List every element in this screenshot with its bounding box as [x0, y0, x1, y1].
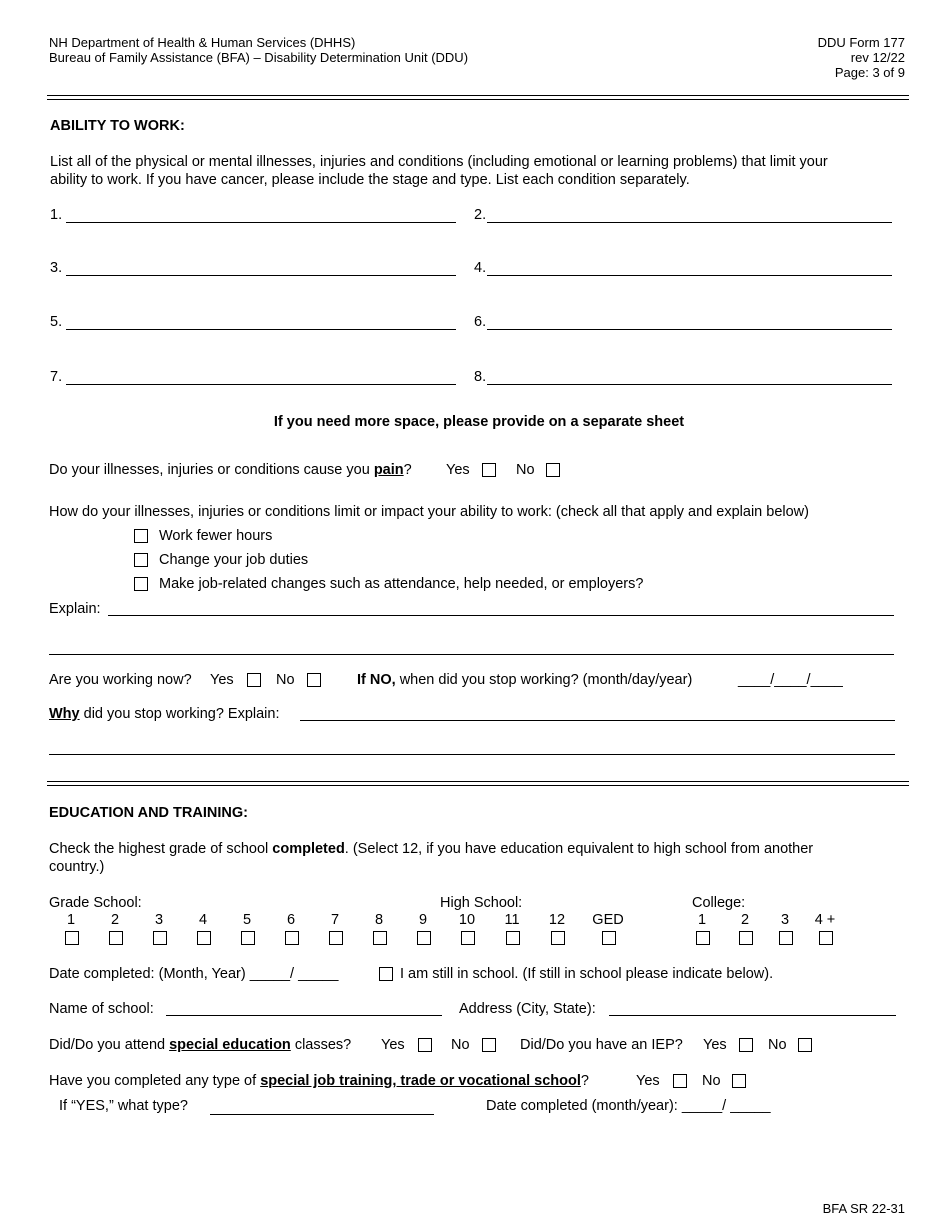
- special-ed-yes-label: Yes: [381, 1037, 405, 1053]
- explain-label: Explain:: [49, 601, 101, 617]
- form-revision: rev 12/22: [850, 50, 905, 65]
- iep-question: Did/Do you have an IEP?: [520, 1037, 683, 1053]
- grade-11-label: 11: [504, 912, 520, 928]
- iep-no-checkbox[interactable]: [798, 1038, 812, 1052]
- grade-instructions-line2: country.): [49, 859, 105, 875]
- training-date-completed-field[interactable]: Date completed (month/year): _____/ _____: [486, 1098, 771, 1114]
- grade-10-label: 10: [458, 912, 476, 928]
- working-yes-label: Yes: [210, 672, 234, 688]
- name-of-school-label: Name of school:: [49, 1001, 154, 1017]
- work-fewer-hours-checkbox[interactable]: [134, 529, 148, 543]
- condition-number-label: 3.: [50, 260, 63, 276]
- working-yes-checkbox[interactable]: [247, 673, 261, 687]
- pain-yes-checkbox[interactable]: [482, 463, 496, 477]
- grade-12-checkbox[interactable]: [551, 931, 565, 945]
- section-title-education: EDUCATION AND TRAINING:: [49, 805, 248, 821]
- grade-4-checkbox[interactable]: [197, 931, 211, 945]
- pain-no-label: No: [516, 462, 535, 478]
- grade-4-label: 4: [198, 912, 208, 928]
- condition-input-3[interactable]: [66, 275, 456, 276]
- college-year-2-checkbox[interactable]: [739, 931, 753, 945]
- school-address-input[interactable]: [609, 1015, 896, 1016]
- job-related-changes-checkbox[interactable]: [134, 577, 148, 591]
- grade-ged-label: GED: [592, 912, 624, 928]
- ability-intro-line1: List all of the physical or mental illnesses, injuries and conditions (including emotional or learning problems) that limit your: [50, 154, 828, 170]
- date-completed-field[interactable]: Date completed: (Month, Year) _____/ _____: [49, 966, 339, 982]
- condition-input-8[interactable]: [487, 384, 892, 385]
- school-address-label: Address (City, State):: [459, 1001, 596, 1017]
- change-job-duties-label: Change your job duties: [159, 552, 309, 568]
- special-ed-no-label: No: [451, 1037, 470, 1053]
- still-in-school-label: I am still in school. (If still in school please indicate below).: [400, 966, 774, 982]
- job-training-question: Have you completed any type of special job training, trade or vocational school?: [49, 1073, 589, 1089]
- condition-number-label: 2.: [474, 207, 487, 223]
- condition-input-2[interactable]: [487, 222, 892, 223]
- working-no-checkbox[interactable]: [307, 673, 321, 687]
- grade-6-checkbox[interactable]: [285, 931, 299, 945]
- change-job-duties-checkbox[interactable]: [134, 553, 148, 567]
- limit-question: How do your illnesses, injuries or conditions limit or impact your ability to work: (check all that apply and explain below): [49, 504, 809, 520]
- special-ed-yes-checkbox[interactable]: [418, 1038, 432, 1052]
- college-year-3-checkbox[interactable]: [779, 931, 793, 945]
- college-year-4-checkbox[interactable]: [819, 931, 833, 945]
- job-training-no-checkbox[interactable]: [732, 1074, 746, 1088]
- iep-yes-label: Yes: [703, 1037, 727, 1053]
- job-related-changes-label: Make job-related changes such as attendance, help needed, or employers?: [159, 576, 644, 592]
- grade-1-checkbox[interactable]: [65, 931, 79, 945]
- section-title-ability: ABILITY TO WORK:: [50, 118, 185, 134]
- grade-5-checkbox[interactable]: [241, 931, 255, 945]
- work-fewer-hours-label: Work fewer hours: [159, 528, 273, 544]
- condition-number-label: 1.: [50, 207, 63, 223]
- explain-input-line1[interactable]: [108, 615, 894, 616]
- grade-10-checkbox[interactable]: [461, 931, 475, 945]
- iep-no-label: No: [768, 1037, 787, 1053]
- grade-9-checkbox[interactable]: [417, 931, 431, 945]
- grade-3-checkbox[interactable]: [153, 931, 167, 945]
- grade-school-label: Grade School:: [49, 895, 142, 911]
- pain-yes-label: Yes: [446, 462, 470, 478]
- more-space-note: If you need more space, please provide on a separate sheet: [273, 414, 685, 430]
- grade-11-checkbox[interactable]: [506, 931, 520, 945]
- iep-yes-checkbox[interactable]: [739, 1038, 753, 1052]
- grade-1-label: 1: [66, 912, 76, 928]
- condition-input-1[interactable]: [66, 222, 456, 223]
- name-of-school-input[interactable]: [166, 1015, 442, 1016]
- grade-9-label: 9: [418, 912, 428, 928]
- why-stop-question: Why did you stop working? Explain:: [49, 706, 280, 722]
- condition-number-label: 7.: [50, 369, 63, 385]
- condition-number-label: 6.: [474, 314, 487, 330]
- special-ed-no-checkbox[interactable]: [482, 1038, 496, 1052]
- pain-question: Do your illnesses, injuries or conditions cause you pain?: [49, 462, 412, 478]
- explain-input-line2[interactable]: [49, 654, 894, 655]
- grade-5-label: 5: [242, 912, 252, 928]
- ability-intro-line2: ability to work. If you have cancer, please include the stage and type. List each condition separately.: [50, 172, 690, 188]
- grade-8-label: 8: [374, 912, 384, 928]
- condition-number-label: 5.: [50, 314, 63, 330]
- grade-7-label: 7: [330, 912, 340, 928]
- high-school-label: High School:: [440, 895, 523, 911]
- footer-form-code: BFA SR 22-31: [822, 1201, 905, 1216]
- grade-2-label: 2: [110, 912, 120, 928]
- why-input-line1[interactable]: [300, 720, 895, 721]
- stop-working-question: If NO, when did you stop working? (month/day/year): [357, 672, 693, 688]
- job-training-no-label: No: [702, 1073, 721, 1089]
- condition-input-5[interactable]: [66, 329, 456, 330]
- grade-6-label: 6: [286, 912, 296, 928]
- college-label: College:: [692, 895, 746, 911]
- grade-12-label: 12: [548, 912, 566, 928]
- college-year-1-checkbox[interactable]: [696, 931, 710, 945]
- condition-number-label: 4.: [474, 260, 487, 276]
- pain-no-checkbox[interactable]: [546, 463, 560, 477]
- grade-3-label: 3: [154, 912, 164, 928]
- condition-input-4[interactable]: [487, 275, 892, 276]
- college-year-1-label: 1: [697, 912, 707, 928]
- working-no-label: No: [276, 672, 295, 688]
- department-name: NH Department of Health & Human Services (DHHS): [49, 35, 356, 50]
- grade-ged-checkbox[interactable]: [602, 931, 616, 945]
- why-input-line2[interactable]: [49, 754, 895, 755]
- training-type-input[interactable]: [210, 1114, 434, 1115]
- condition-input-7[interactable]: [66, 384, 456, 385]
- grade-2-checkbox[interactable]: [109, 931, 123, 945]
- grade-7-checkbox[interactable]: [329, 931, 343, 945]
- working-now-question: Are you working now?: [49, 672, 192, 688]
- job-training-yes-checkbox[interactable]: [673, 1074, 687, 1088]
- form-number: DDU Form 177: [817, 35, 905, 50]
- bureau-name: Bureau of Family Assistance (BFA) – Disability Determination Unit (DDU): [49, 50, 469, 65]
- special-ed-question: Did/Do you attend special education classes?: [49, 1037, 352, 1053]
- college-year-4-label: 4 +: [814, 912, 836, 928]
- training-type-label: If “YES,” what type?: [59, 1098, 188, 1114]
- still-in-school-checkbox[interactable]: [379, 967, 393, 981]
- divider: [47, 781, 909, 786]
- condition-input-6[interactable]: [487, 329, 892, 330]
- divider: [47, 95, 909, 100]
- college-year-3-label: 3: [780, 912, 790, 928]
- condition-number-label: 8.: [474, 369, 487, 385]
- stop-working-date-input[interactable]: ____/____/____: [738, 672, 843, 688]
- college-year-2-label: 2: [740, 912, 750, 928]
- job-training-yes-label: Yes: [636, 1073, 660, 1089]
- grade-instructions: Check the highest grade of school completed. (Select 12, if you have education equivalent to high school from another: [49, 841, 814, 857]
- grade-8-checkbox[interactable]: [373, 931, 387, 945]
- page-number: Page: 3 of 9: [834, 65, 905, 80]
